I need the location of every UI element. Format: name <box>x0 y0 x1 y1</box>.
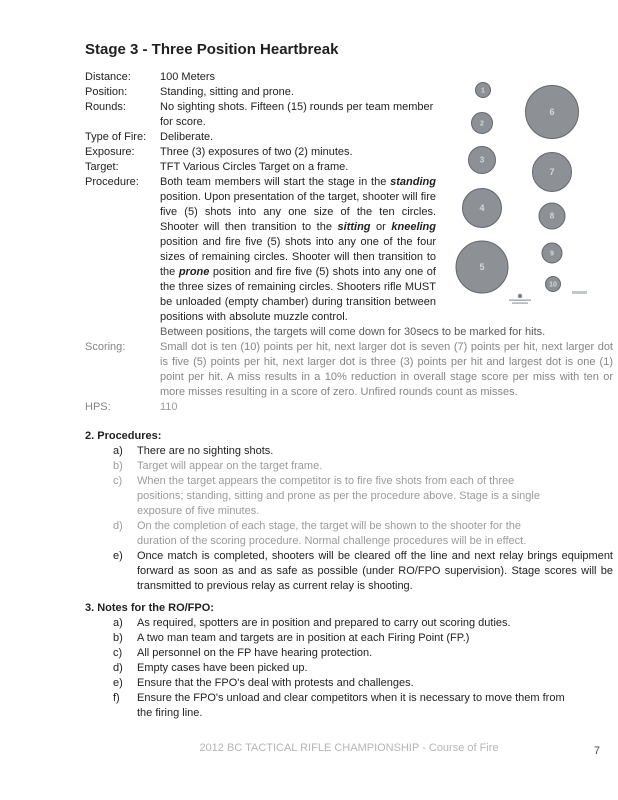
list-item <box>85 444 613 459</box>
field-label: Scoring: <box>85 341 126 353</box>
stage-details <box>85 70 613 415</box>
field-value: Deliberate. <box>160 131 214 143</box>
list-item-letter: e) <box>113 550 123 562</box>
list-item-text: All personnel on the FP have hearing protection. <box>137 647 373 659</box>
field-label: Procedure: <box>85 176 139 188</box>
field-label: Exposure: <box>85 146 135 158</box>
procedure-segment: or <box>370 221 392 233</box>
target-circle-number: 2 <box>480 120 484 128</box>
list-item <box>85 646 613 661</box>
list-item <box>85 519 613 549</box>
list-item-text: A two man team and targets are in position at each Firing Point (FP.) <box>137 632 470 644</box>
list-item <box>85 474 613 519</box>
field-value: No sighting shots. Fifteen (15) rounds per team member for score. <box>160 101 434 128</box>
page-number: 7 <box>593 745 600 757</box>
list-item-text: Ensure that the FPO's deal with protests and challenges. <box>137 677 414 689</box>
list-item <box>85 631 613 646</box>
list-item-text: Empty cases have been picked up. <box>137 662 308 674</box>
procedures-section <box>85 429 613 594</box>
list-item-letter: d) <box>113 662 123 674</box>
list-item-text: When the target appears the competitor is to fire five shots from each of three positions; standing, sitting and prone as per the procedure above. Stage is a single exposure of five minutes. <box>137 475 540 517</box>
list-item-letter: b) <box>113 632 123 644</box>
field-value: Three (3) exposures of two (2) minutes. <box>160 146 353 158</box>
fine-print-mark <box>572 291 587 294</box>
list-item <box>85 676 613 691</box>
list-item-letter: e) <box>113 677 123 689</box>
target-circle-number: 9 <box>550 250 554 258</box>
field-label: Position: <box>85 86 128 98</box>
procedure-segment: position. Upon presentation of the target, shooter will fire five (5) shots into any one size of the ten circles. Shooter will then transition to the <box>160 191 436 233</box>
target-circle-number: 5 <box>479 262 485 273</box>
procedure-keyword-prone: prone <box>178 266 210 278</box>
procedures-heading: 2. Procedures: <box>85 430 162 442</box>
field-value: 100 Meters <box>160 71 216 83</box>
target-circle-number: 8 <box>549 211 555 221</box>
list-item-text: There are no sighting shots. <box>137 445 274 457</box>
target-circle-number: 4 <box>479 203 485 214</box>
target-maker-logo-icon <box>509 294 531 304</box>
list-item-text: On the completion of each stage, the target will be shown to the shooter for the duration of the scoring procedure. Normal challenge procedures will be in effect. <box>137 520 527 547</box>
list-item-text: Target will appear on the target frame. <box>137 460 323 472</box>
field-value: TFT Various Circles Target on a frame. <box>160 161 349 173</box>
list-item-text: As required, spotters are in position and prepared to carry out scoring duties. <box>137 617 511 629</box>
list-item <box>85 691 613 721</box>
field-label: HPS: <box>85 401 111 413</box>
field-label: Type of Fire: <box>85 131 147 143</box>
list-item-letter: a) <box>113 617 123 629</box>
target-circle-number: 10 <box>549 281 557 289</box>
procedure-text <box>160 175 436 325</box>
footer-text: 2012 BC TACTICAL RIFLE CHAMPIONSHIP - Course of Fire <box>199 742 499 754</box>
list-item <box>85 459 613 474</box>
list-item-text: Once match is completed, shooters will be cleared off the line and next relay brings equipment forward as soon as and as safe as possible (under RO/FPO supervision). Stage scores will be transmitted to previous relay as current relay is shooting. <box>137 550 613 592</box>
list-item <box>85 661 613 676</box>
field-label: Rounds: <box>85 101 126 113</box>
target-circle-number: 3 <box>479 155 485 165</box>
target-circle-number: 1 <box>481 87 485 95</box>
field-row-procedure-continuation <box>85 325 613 340</box>
procedure-keyword-standing: standing <box>390 176 436 188</box>
procedure-segment: position and fire five (5) shots into any one of the four sizes of remaining circles. Shooter will then transition to the <box>160 236 436 278</box>
list-item <box>85 549 613 594</box>
field-row-scoring <box>85 340 613 400</box>
list-item-letter: c) <box>113 647 123 659</box>
notes-section <box>85 601 613 721</box>
target-circle-number: 6 <box>549 107 555 118</box>
procedure-continuation-text: Between positions, the targets will come down for 30secs to be marked for hits. <box>160 326 546 338</box>
field-label: Distance: <box>85 71 131 83</box>
circles-target-diagram <box>445 72 615 320</box>
list-item-letter: c) <box>113 475 123 487</box>
list-item-letter: d) <box>113 520 123 532</box>
field-label-spacer <box>85 325 160 340</box>
procedure-keyword-kneeling: kneeling <box>391 221 436 233</box>
procedure-keyword-sitting: sitting <box>337 221 371 233</box>
scoring-text: Small dot is ten (10) points per hit, next larger dot is seven (7) points per hit, next larger dot is five (5) points per hit, next larger dot is three (3) points per hit and largest dot is one (1) point per hit. A miss results in a 10% reduction in overall stage score per miss with ten or more misses resulting in a score of zero. Unfired rounds count as misses. <box>160 341 613 398</box>
list-item-letter: f) <box>113 692 120 704</box>
field-label: Target: <box>85 161 119 173</box>
field-value: Standing, sitting and prone. <box>160 86 294 98</box>
field-row-hps <box>85 400 613 415</box>
procedure-segment: position and fire five (5) shots into any one of the three sizes of remaining circles. Shooters rifle MUST be unloaded (empty chamber) during transition between positions with absolute muzzle control. <box>160 266 436 323</box>
notes-heading: 3. Notes for the RO/FPO: <box>85 602 214 614</box>
hps-value: 110 <box>160 401 178 413</box>
list-item-letter: b) <box>113 460 123 472</box>
target-circle-number: 7 <box>549 167 555 178</box>
list-item-text: Ensure the FPO's unload and clear competitors when it is necessary to move them from the firing line. <box>137 692 565 719</box>
list-item <box>85 616 613 631</box>
list-item-letter: a) <box>113 445 123 457</box>
procedure-segment: Both team members will start the stage in the <box>160 176 391 188</box>
page-title: Stage 3 - Three Position Heartbreak <box>85 41 339 58</box>
